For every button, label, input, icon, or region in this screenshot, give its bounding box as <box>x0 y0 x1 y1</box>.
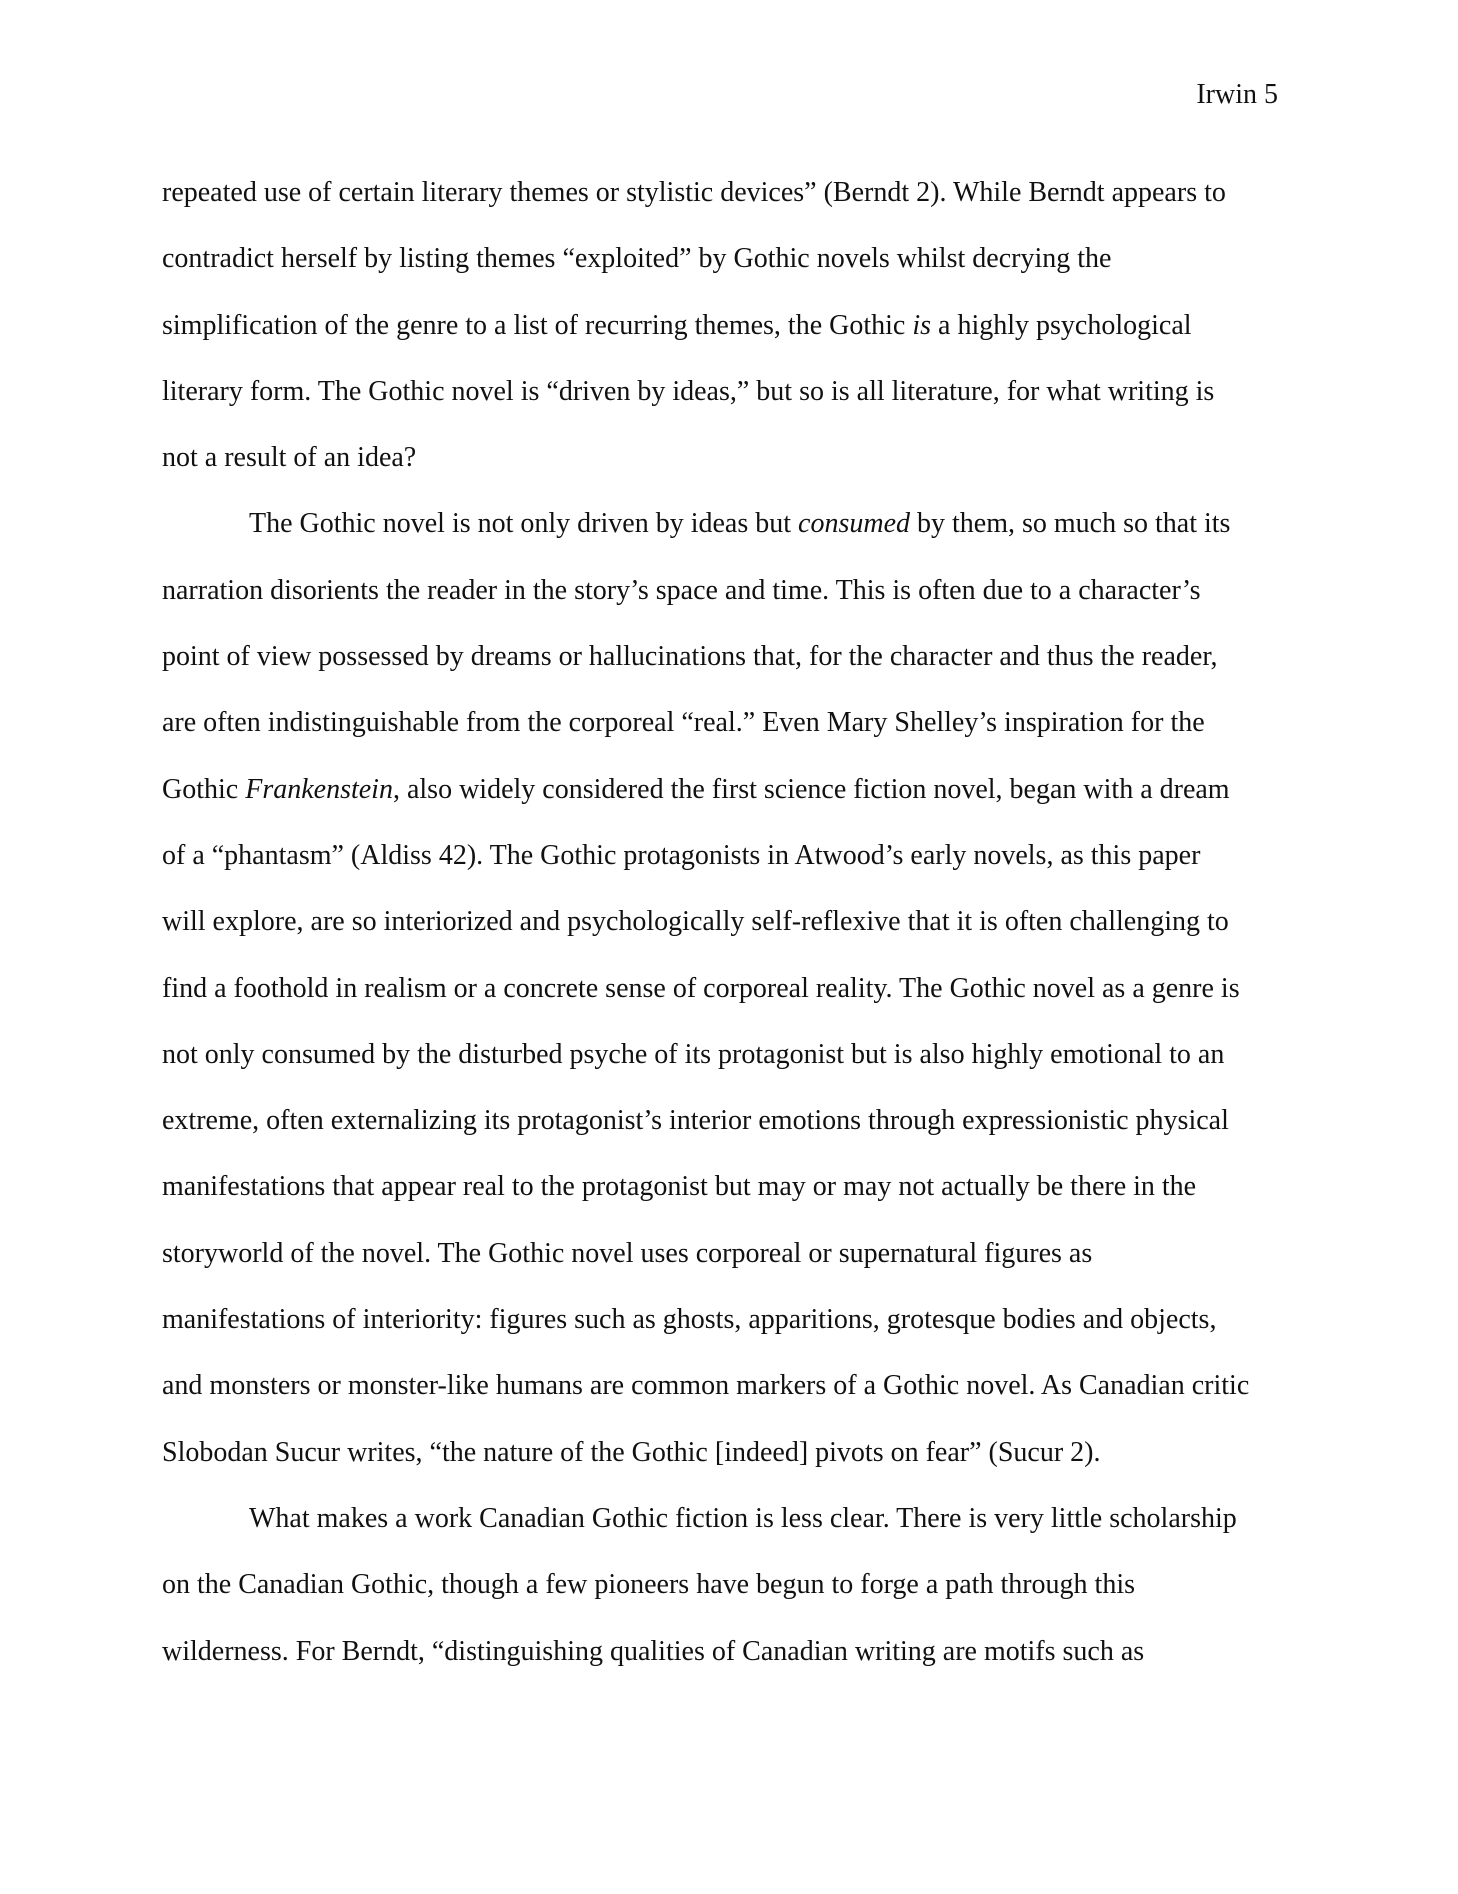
text-line <box>162 1552 1282 1618</box>
text-segment: Gothic <box>162 773 246 805</box>
text-segment: wilderness. For Berndt, “distinguishing qualities of Canadian writing are motifs such as <box>162 1635 1145 1667</box>
text-segment: of a “phantasm” (Aldiss 42). The Gothic protagonists in Atwood’s early novels, as this paper <box>162 839 1201 871</box>
text-line <box>162 1353 1282 1419</box>
text-segment: storyworld of the novel. The Gothic novel uses corporeal or supernatural figures as <box>162 1237 1093 1269</box>
text-segment: on the Canadian Gothic, though a few pioneers have begun to forge a path through this <box>162 1569 1136 1601</box>
text-segment: contradict herself by listing themes “exploited” by Gothic novels whilst decrying the <box>162 243 1112 275</box>
text-segment: The Gothic novel is not only driven by ideas but <box>249 508 799 540</box>
text-line <box>162 1287 1282 1353</box>
text-line <box>162 1221 1282 1287</box>
text-segment: and monsters or monster-like humans are common markers of a Gothic novel. As Canadian critic <box>162 1370 1250 1402</box>
text-line <box>162 1088 1282 1154</box>
text-line <box>162 1154 1282 1220</box>
text-line <box>162 1420 1282 1486</box>
text-segment: not only consumed by the disturbed psyche of its protagonist but is also highly emotional to an <box>162 1038 1225 1070</box>
text-line <box>162 690 1282 756</box>
text-line <box>162 160 1282 226</box>
text-segment: by them, so much so that its <box>910 508 1231 540</box>
italic-text: is <box>912 309 932 341</box>
text-line <box>162 823 1282 889</box>
text-line <box>162 757 1282 823</box>
text-line <box>162 1022 1282 1088</box>
text-segment: not a result of an idea? <box>162 442 417 474</box>
running-head: Irwin 5 <box>1196 79 1278 110</box>
text-segment: will explore, are so interiorized and psychologically self-reflexive that it is often challenging to <box>162 906 1229 938</box>
text-line <box>162 226 1282 292</box>
text-segment: narration disorients the reader in the story’s space and time. This is often due to a character’s <box>162 574 1201 606</box>
text-segment: , also widely considered the first science fiction novel, began with a dream <box>392 773 1230 805</box>
text-line <box>162 359 1282 425</box>
text-segment: a highly psychological <box>931 309 1192 341</box>
text-segment: find a foothold in realism or a concrete sense of corporeal reality. The Gothic novel as a genre is <box>162 972 1240 1004</box>
text-line <box>162 293 1282 359</box>
text-line <box>162 558 1282 624</box>
text-line <box>162 889 1282 955</box>
text-segment: repeated use of certain literary themes or stylistic devices” (Berndt 2). While Berndt appears to <box>162 177 1226 208</box>
text-segment: manifestations of interiority: figures such as ghosts, apparitions, grotesque bodies and objects, <box>162 1304 1217 1336</box>
paragraph-first-line <box>162 491 1282 557</box>
text-line <box>162 624 1282 690</box>
text-line <box>162 1619 1282 1685</box>
text-segment: manifestations that appear real to the protagonist but may or may not actually be there in the <box>162 1171 1197 1203</box>
text-segment: point of view possessed by dreams or hallucinations that, for the character and thus the reader, <box>162 641 1218 673</box>
text-segment: What makes a work Canadian Gothic fiction is less clear. There is very little scholarship <box>249 1502 1237 1534</box>
text-line <box>162 956 1282 1022</box>
italic-text: consumed <box>798 508 911 540</box>
text-segment: literary form. The Gothic novel is “driven by ideas,” but so is all literature, for what writing is <box>162 375 1215 407</box>
body-text <box>162 160 1282 1685</box>
text-segment: are often indistinguishable from the corporeal “real.” Even Mary Shelley’s inspiration for the <box>162 707 1205 739</box>
text-segment: simplification of the genre to a list of recurring themes, the Gothic <box>162 309 913 341</box>
paragraph-first-line <box>162 1486 1282 1552</box>
text-segment: extreme, often externalizing its protagonist’s interior emotions through expressionistic physical <box>162 1105 1229 1137</box>
italic-text: Frankenstein <box>245 773 393 805</box>
text-segment: Slobodan Sucur writes, “the nature of the Gothic [indeed] pivots on fear” (Sucur 2). <box>162 1436 1101 1468</box>
text-line <box>162 425 1282 491</box>
